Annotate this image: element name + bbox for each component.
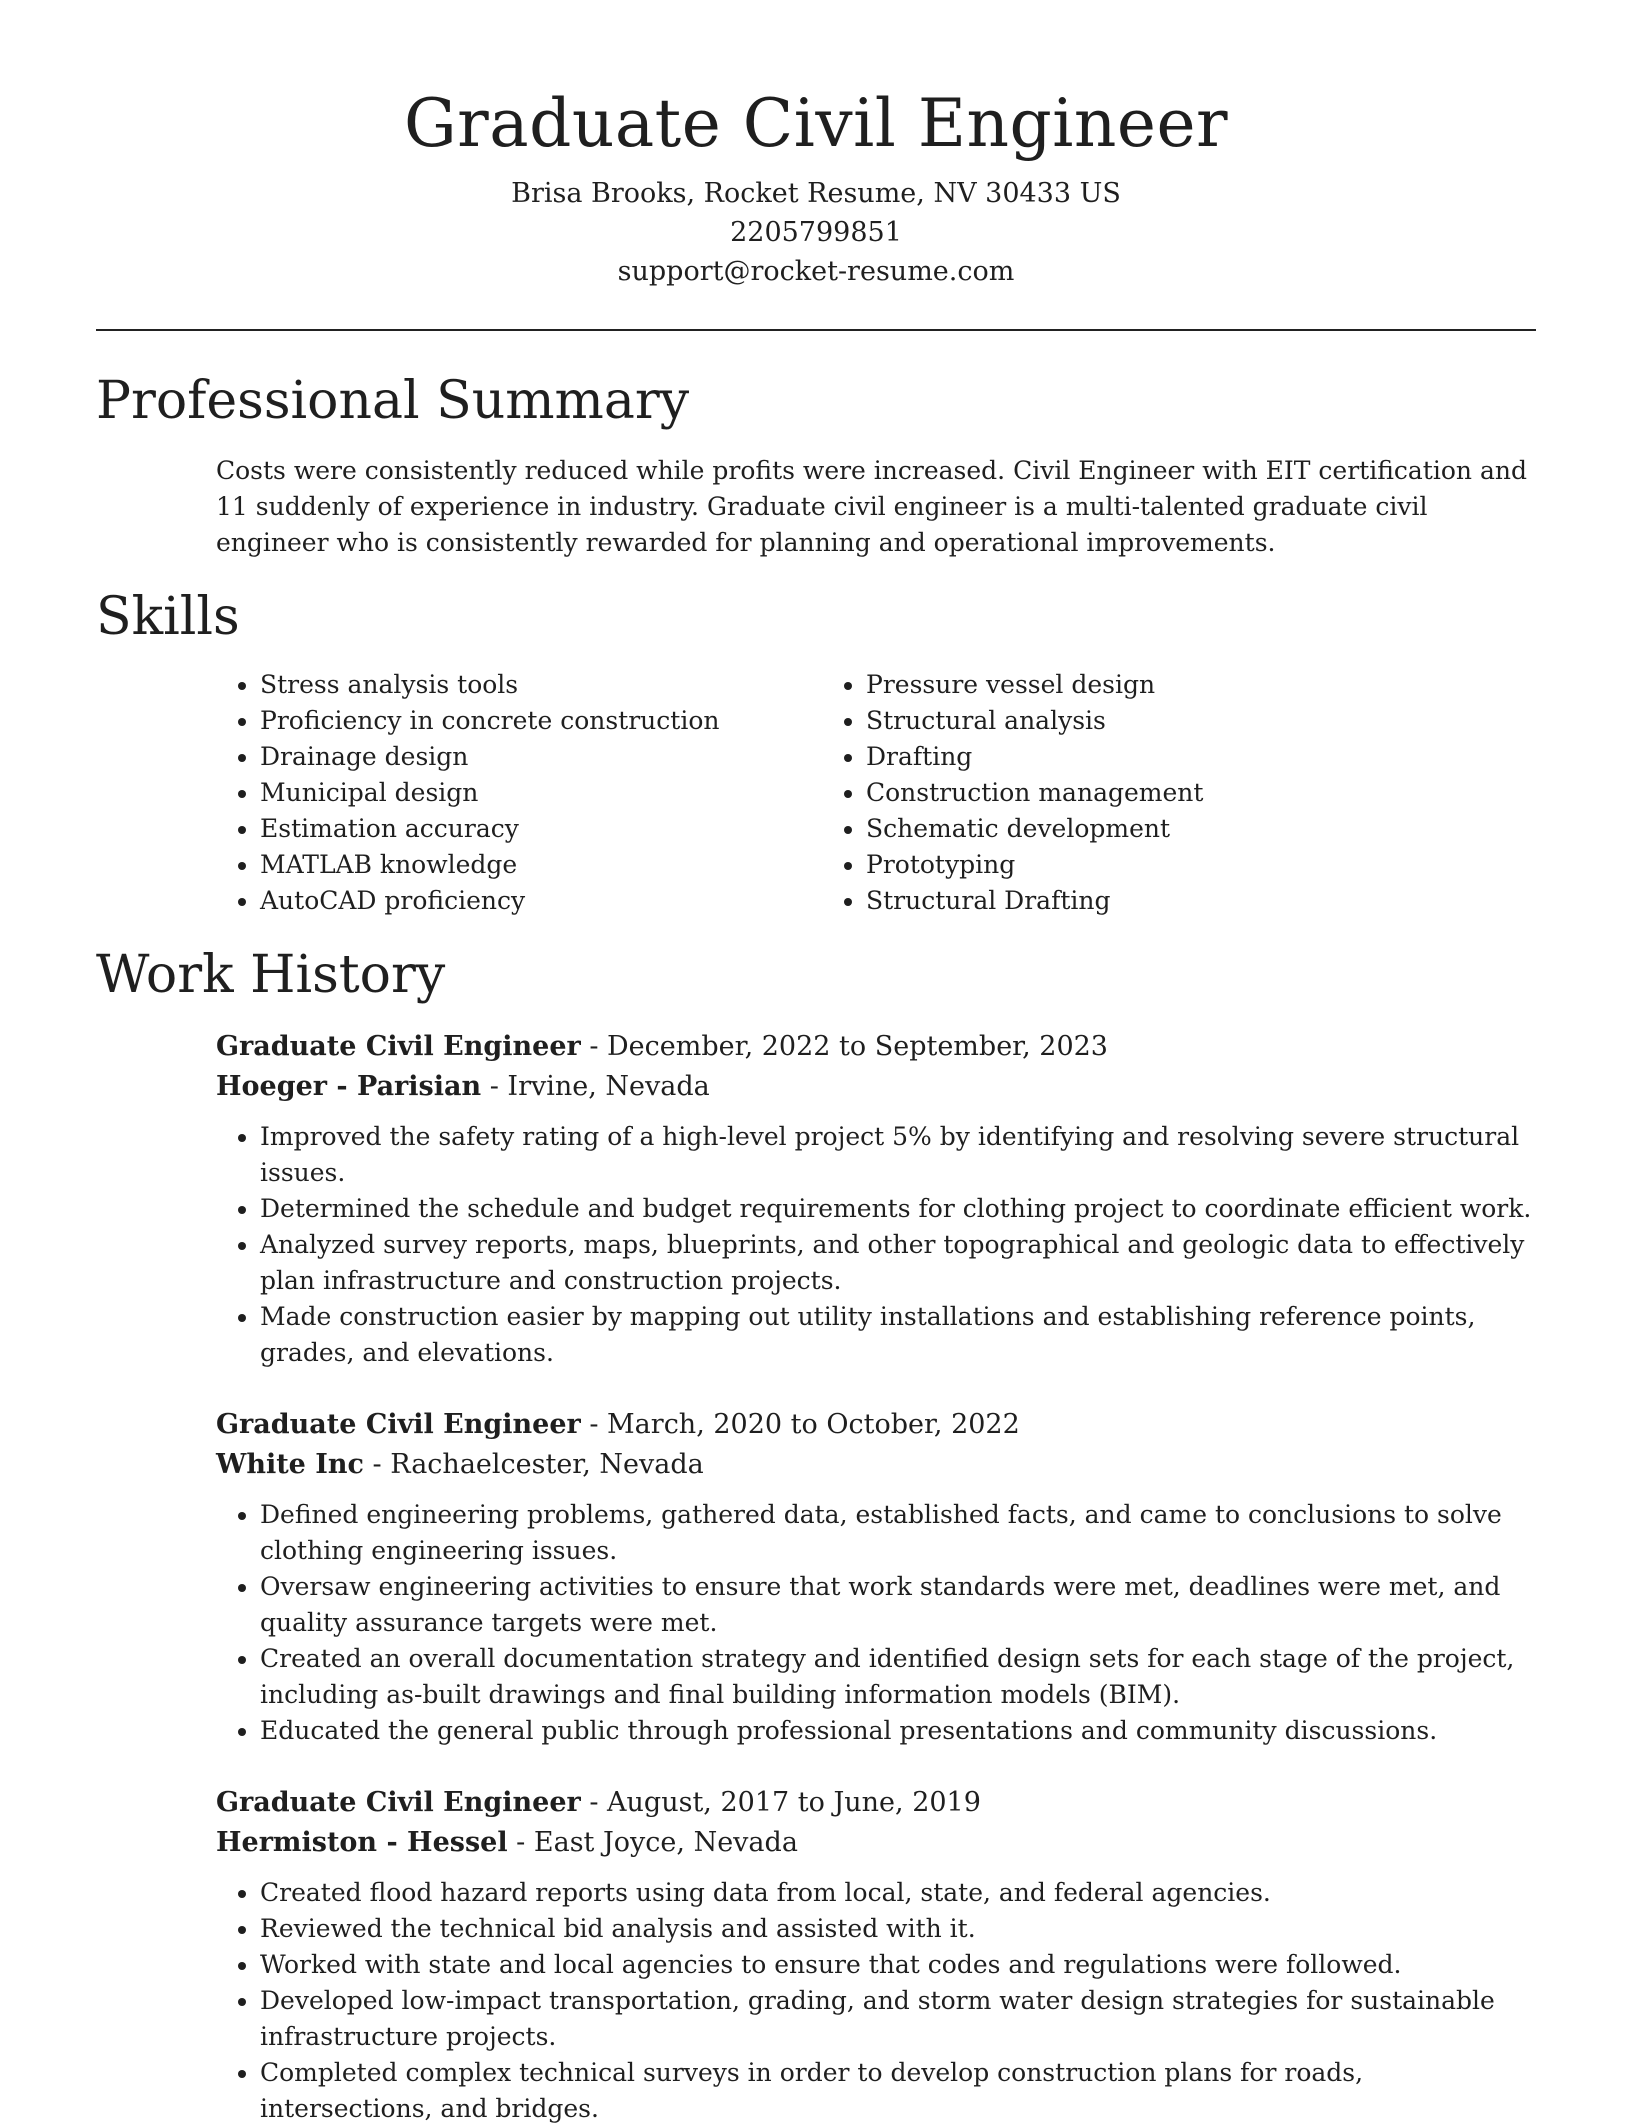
job-bullet: • Worked with state and local agencies to ensure that codes and regulations were followed. (260, 1947, 1536, 1983)
job-bullet: • Improved the safety rating of a high-level project 5% by identifying and resolving severe structural issues. (260, 1119, 1536, 1191)
job-company: Hermiston - Hessel (216, 1827, 508, 1858)
skill-item: • Municipal design (260, 775, 822, 811)
job-dates: - August, 2017 to June, 2019 (580, 1787, 981, 1818)
job-bullet: • Educated the general public through professional presentations and community discussions. (260, 1713, 1536, 1749)
skill-item: • Drainage design (260, 739, 822, 775)
job-location: - Irvine, Nevada (481, 1071, 710, 1102)
resume-page (96, 0, 1536, 2127)
summary-text: Costs were consistently reduced while profits were increased. Civil Engineer with EIT certification and 11 suddenly of experience in industry. Graduate civil engineer is a multi-talented graduate civil engineer who is consistently rewarded for planning and operational improvements. (216, 456, 1527, 557)
skill-item: • Structural Drafting (866, 883, 1428, 919)
resume-title: Graduate Civil Engineer (403, 85, 1229, 162)
skill-item: • Prototyping (866, 847, 1428, 883)
job-role-line (216, 1027, 1536, 1067)
job-bullet: • Reviewed the technical bid analysis and assisted with it. (260, 1911, 1536, 1947)
skills-column-left (216, 667, 822, 919)
job-location: - East Joyce, Nevada (507, 1827, 798, 1858)
skills-heading: Skills (96, 587, 240, 647)
summary-heading: Professional Summary (96, 371, 690, 431)
header-divider (96, 329, 1536, 331)
job-bullet: • Defined engineering problems, gathered data, established facts, and came to conclusions to solve clothing engineering issues. (260, 1497, 1536, 1569)
skill-item: • AutoCAD proficiency (260, 883, 822, 919)
job-entry (216, 1027, 1536, 1371)
skill-item: • Pressure vessel design (866, 667, 1428, 703)
contact-address: Brisa Brooks, Rocket Resume, NV 30433 US (511, 178, 1121, 209)
work-history-heading: Work History (96, 945, 446, 1005)
job-company: Hoeger - Parisian (216, 1071, 482, 1102)
job-company: White Inc (216, 1449, 364, 1480)
job-company-line (216, 1445, 1536, 1485)
job-bullet: • Analyzed survey reports, maps, blueprints, and other topographical and geologic data to effectively plan infrastructure and construction projects. (260, 1227, 1536, 1299)
skill-item: • Drafting (866, 739, 1428, 775)
job-entry (216, 1405, 1536, 1749)
resume-header (96, 0, 1536, 291)
job-bullet: • Determined the schedule and budget requirements for clothing project to coordinate efficient work. (260, 1191, 1536, 1227)
contact-phone: 2205799851 (730, 217, 902, 248)
skill-item: • Schematic development (866, 811, 1428, 847)
skills-grid (216, 667, 1536, 919)
job-bullet: • Created an overall documentation strategy and identified design sets for each stage of the project, including as-built drawings and final building information models (BIM). (260, 1641, 1536, 1713)
job-role: Graduate Civil Engineer (216, 1031, 581, 1062)
job-bullet: • Developed low-impact transportation, grading, and storm water design strategies for sustainable infrastructure projects. (260, 1983, 1536, 2055)
job-role-line (216, 1405, 1536, 1445)
job-company-line (216, 1823, 1536, 1863)
job-location: - Rachaelcester, Nevada (363, 1449, 704, 1480)
job-bullets (216, 1497, 1536, 1749)
job-bullet: • Oversaw engineering activities to ensure that work standards were met, deadlines were met, and quality assurance targets were met. (260, 1569, 1536, 1641)
skill-item: • Stress analysis tools (260, 667, 822, 703)
skill-item: • Proficiency in concrete construction (260, 703, 822, 739)
job-dates: - March, 2020 to October, 2022 (580, 1409, 1020, 1440)
skill-item: • MATLAB knowledge (260, 847, 822, 883)
skills-column-right (822, 667, 1428, 919)
job-role: Graduate Civil Engineer (216, 1787, 581, 1818)
job-bullets (216, 1875, 1536, 2127)
skill-item: • Estimation accuracy (260, 811, 822, 847)
job-role-line (216, 1783, 1536, 1823)
job-bullet: • Made construction easier by mapping out utility installations and establishing reference points, grades, and elevations. (260, 1299, 1536, 1371)
job-bullet: • Completed complex technical surveys in order to develop construction plans for roads, intersections, and bridges. (260, 2055, 1536, 2127)
skill-item: • Structural analysis (866, 703, 1428, 739)
job-dates: - December, 2022 to September, 2023 (580, 1031, 1108, 1062)
job-entry (216, 1783, 1536, 2127)
job-bullet: • Created flood hazard reports using data from local, state, and federal agencies. (260, 1875, 1536, 1911)
job-bullets (216, 1119, 1536, 1371)
skill-item: • Construction management (866, 775, 1428, 811)
contact-email: support@rocket-resume.com (617, 256, 1015, 287)
job-company-line (216, 1067, 1536, 1107)
contact-block (96, 174, 1536, 291)
job-role: Graduate Civil Engineer (216, 1409, 581, 1440)
